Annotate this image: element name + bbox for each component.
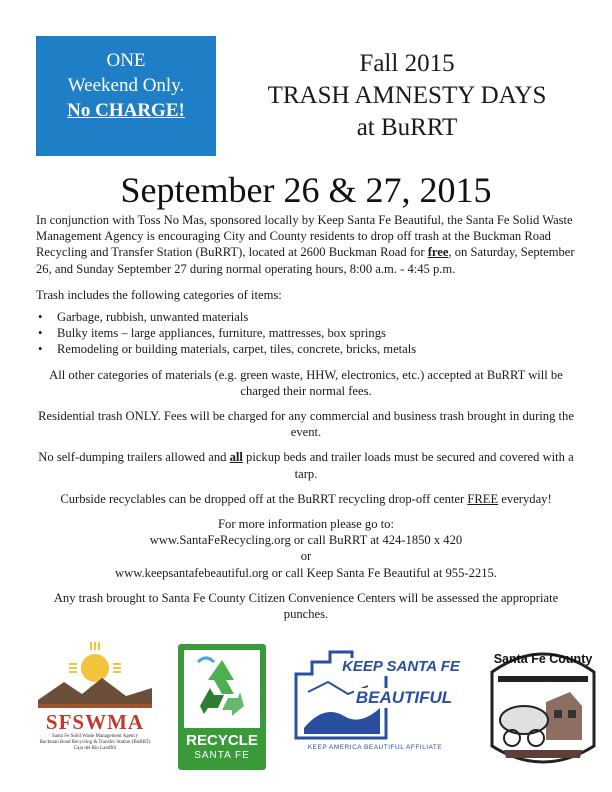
- badge-line-weekend: Weekend Only.: [67, 75, 185, 96]
- curbside-free: FREE: [467, 491, 499, 506]
- sfswma-name: SFSWMA: [45, 710, 145, 734]
- flyer-title: [228, 48, 586, 144]
- title-line-2: TRASH AMNESTY DAYS: [267, 82, 547, 109]
- recycle-line-2: SANTA FE: [194, 750, 250, 761]
- categories-list: [36, 309, 576, 358]
- title-line-1: Fall 2015: [359, 50, 455, 77]
- intro-free: free: [427, 245, 449, 260]
- curbside-text-2: everyday!: [498, 491, 552, 506]
- trailers-text-2: pickup beds and trailer loads must be secured and covered with a tarp.: [242, 450, 574, 481]
- more-info-heading: For more information please go to:: [218, 517, 394, 532]
- category-item: • Bulky items – large appliances, furniture, mattresses, box springs: [36, 325, 576, 341]
- county-name: Santa Fe County: [493, 652, 593, 666]
- intro-text-1: In conjunction with Toss No Mas, sponsored locally by Keep Santa Fe Beautiful, the Santa Fe Solid Waste Management Agency is encouraging City and County residents to drop off trash at the Buckman Road Recycling and Transfer Station (BuRRT), located at 2600 Buckman Road for: [36, 213, 573, 260]
- ksfb-tagline: KEEP AMERICA BEAUTIFUL AFFILIATE: [307, 744, 443, 751]
- trailers-all: all: [229, 450, 243, 465]
- flyer-body: [36, 212, 576, 622]
- recycle-line-1: RECYCLE: [186, 732, 258, 749]
- trailers-text-1: No self-dumping trailers allowed and: [38, 450, 230, 465]
- ksfb-line-2: BEAUTIFUL: [355, 688, 453, 707]
- sfswma-emblem-icon: [30, 638, 160, 778]
- curbside-text-1: Curbside recyclables can be dropped off at the BuRRT recycling drop-off center: [60, 491, 468, 506]
- recycle-symbol-panel: [184, 650, 260, 728]
- sponsor-logos: [0, 638, 612, 778]
- curbside-note: [36, 491, 576, 507]
- sfswma-sub-2: Buckman Road Recycling & Transfer Station (BuRRT): [39, 740, 151, 745]
- badge-line-no-charge: No CHARGE!: [67, 100, 185, 121]
- more-info-line-2: www.keepsantafebeautiful.org or call Keep Santa Fe Beautiful at 955-2215.: [115, 565, 497, 580]
- residential-note: Residential trash ONLY. Fees will be charged for any commercial and business trash brought in during the event.: [38, 409, 574, 440]
- title-line-3: at BuRRT: [356, 114, 458, 141]
- recycle-santa-fe-logo: [178, 644, 266, 770]
- badge-line-one: ONE: [106, 50, 146, 71]
- santa-fe-county-logo: [484, 642, 602, 772]
- sfswma-logo: [30, 638, 160, 778]
- categories-heading: Trash includes the following categories of items:: [36, 287, 282, 302]
- recycle-arrows-icon: [184, 650, 260, 728]
- trailers-note: [36, 449, 576, 481]
- other-materials-note: All other categories of materials (e.g. green waste, HHW, electronics, etc.) accepted at BuRRT will be charged their normal fees.: [49, 367, 563, 398]
- sfswma-sub-3: Caja del Rio Landfill: [73, 746, 117, 751]
- county-note: Any trash brought to Santa Fe County Citizen Convenience Centers will be assessed the appropriate punches.: [53, 590, 559, 622]
- promo-badge: [36, 36, 216, 156]
- keep-santa-fe-beautiful-logo: [290, 648, 460, 758]
- event-dates: September 26 & 27, 2015: [120, 170, 492, 210]
- intro-paragraph: [36, 212, 576, 277]
- more-info-line-1: www.SantaFeRecycling.org or call BuRRT at 424-1850 x 420: [149, 533, 463, 548]
- category-item: • Remodeling or building materials, carpet, tiles, concrete, bricks, metals: [36, 341, 576, 357]
- more-info-or: or: [300, 549, 312, 564]
- sfswma-sub-1: Santa Fe Solid Waste Management Agency: [51, 734, 139, 739]
- ksfb-line-1: KEEP SANTA FE: [342, 658, 460, 675]
- category-item: • Garbage, rubbish, unwanted materials: [36, 309, 576, 325]
- intro-text-2: , on Saturday, September 26, and Sunday September 27 during normal operating hours, 8:00 a.m. - 4:45 p.m.: [36, 245, 575, 276]
- sfswma-text: [30, 710, 160, 752]
